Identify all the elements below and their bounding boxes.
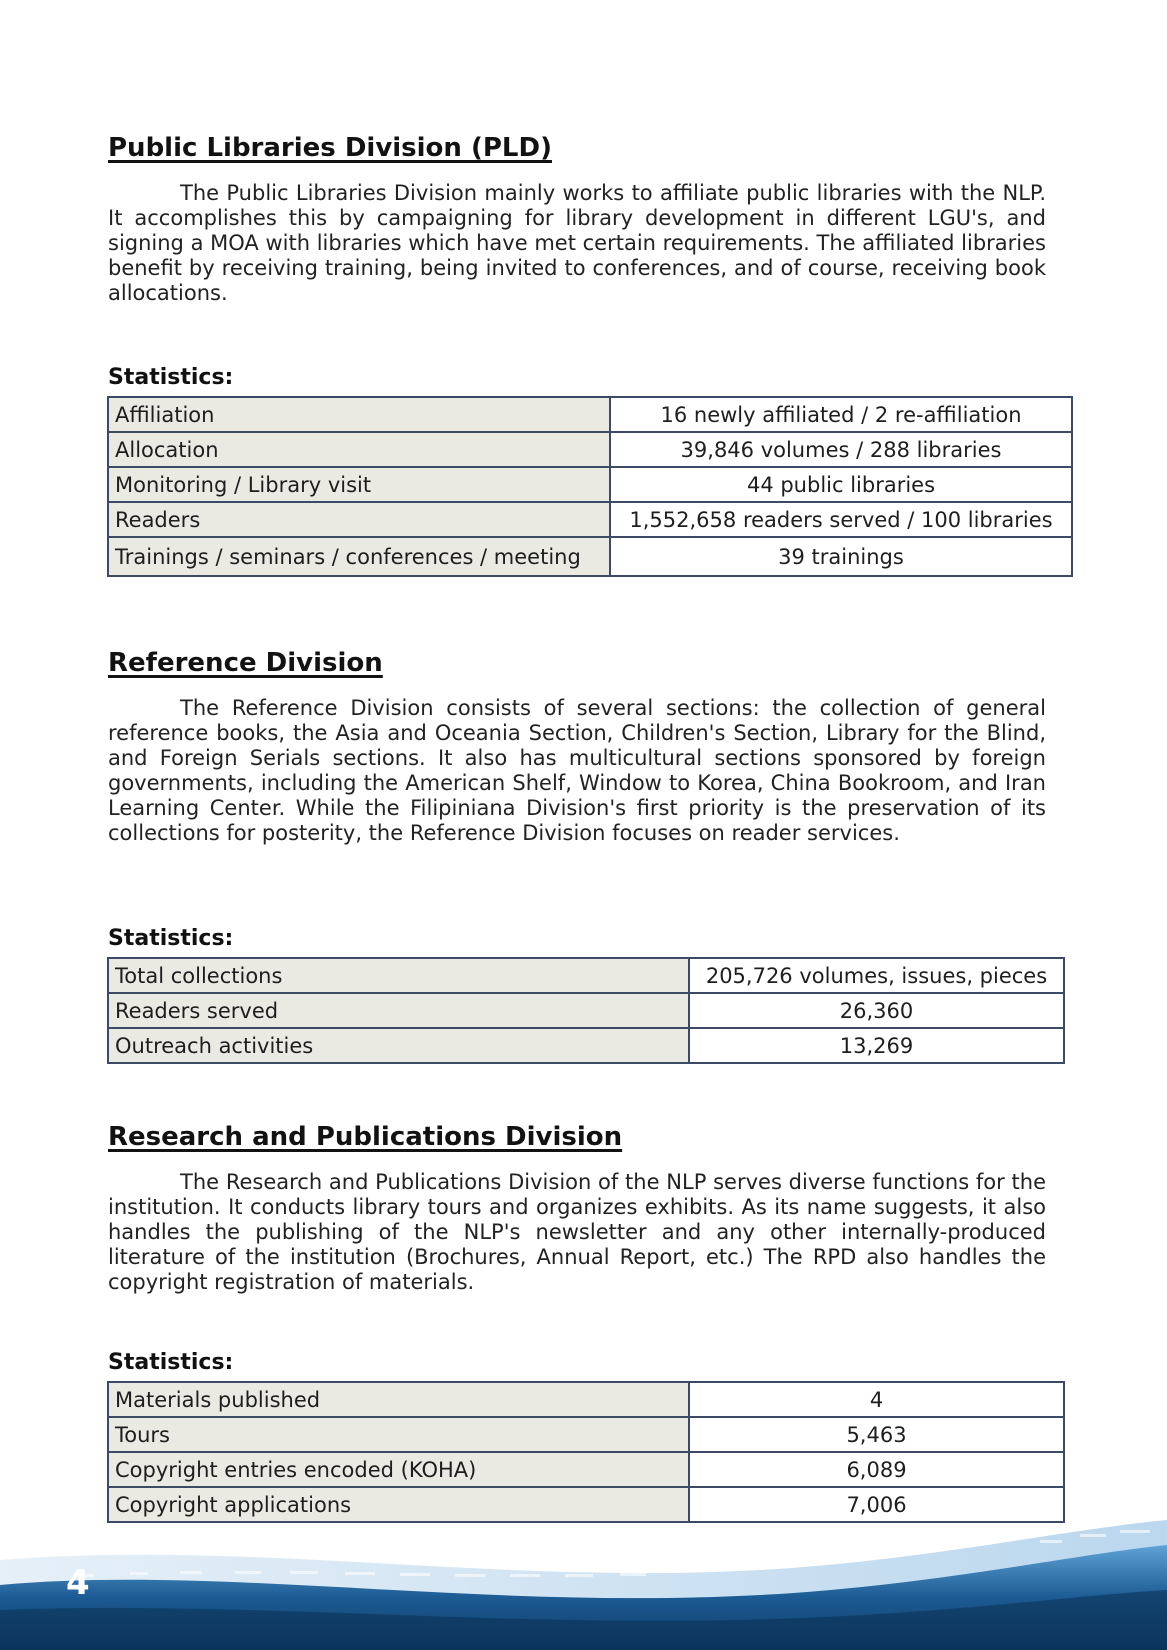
- row-value: 13,269: [689, 1028, 1064, 1063]
- table-row: [108, 993, 1064, 1028]
- row-value: 205,726 volumes, issues, pieces: [689, 958, 1064, 993]
- row-value: 1,552,658 readers served / 100 libraries: [610, 502, 1072, 537]
- reference-heading: Reference Division: [108, 648, 383, 678]
- table-row: [108, 1382, 1064, 1417]
- row-label: Copyright entries encoded (KOHA): [108, 1452, 689, 1487]
- row-label: Readers: [108, 502, 610, 537]
- row-value: 26,360: [689, 993, 1064, 1028]
- footer-wave-decoration: [0, 1500, 1167, 1650]
- pld-stats-label: Statistics:: [108, 365, 234, 390]
- reference-stats-label: Statistics:: [108, 926, 234, 951]
- row-label: Outreach activities: [108, 1028, 689, 1063]
- reference-stats-table: [107, 957, 1065, 1064]
- rpd-section: [108, 1122, 1046, 1295]
- table-row: [108, 397, 1072, 432]
- row-label: Monitoring / Library visit: [108, 467, 610, 502]
- row-value: 39 trainings: [610, 537, 1072, 576]
- pld-heading: Public Libraries Division (PLD): [108, 133, 552, 163]
- row-value: 6,089: [689, 1452, 1064, 1487]
- row-value: 44 public libraries: [610, 467, 1072, 502]
- row-label: Total collections: [108, 958, 689, 993]
- row-value: 7,006: [689, 1487, 1064, 1522]
- row-label: Affiliation: [108, 397, 610, 432]
- table-row: [108, 502, 1072, 537]
- reference-paragraph: The Reference Division consists of several sections: the collection of general reference books, the Asia and Oceania Section, Children's Section, Library for the Blind, and Foreign Serials sections. It also has multicultural sections sponsored by foreign governments, including the American Shelf, Window to Korea, China Bookroom, and Iran Learning Center. While the Filipiniana Division's first priority is the preservation of its collections for posterity, the Reference Division focuses on reader services.: [108, 696, 1046, 845]
- row-value: 16 newly affiliated / 2 re-affiliation: [610, 397, 1072, 432]
- table-row: [108, 1452, 1064, 1487]
- row-value: 4: [689, 1382, 1064, 1417]
- pld-section: [108, 133, 1046, 306]
- pld-paragraph: The Public Libraries Division mainly works to affiliate public libraries with the NLP. It accomplishes this by campaigning for library development in different LGU's, and signing a MOA with libraries which have met certain requirements. The affiliated libraries benefit by receiving training, being invited to conferences, and of course, receiving book allocations.: [108, 181, 1046, 305]
- row-label: Tours: [108, 1417, 689, 1452]
- reference-section: [108, 648, 1046, 846]
- table-row: [108, 1028, 1064, 1063]
- rpd-heading: Research and Publications Division: [108, 1122, 623, 1152]
- row-label: Allocation: [108, 432, 610, 467]
- rpd-paragraph: The Research and Publications Division of the NLP serves diverse functions for the institution. It conducts library tours and organizes exhibits. As its name suggests, it also handles the publishing of the NLP's newsletter and any other internally-produced literature of the institution (Brochures, Annual Report, etc.) The RPD also handles the copyright registration of materials.: [108, 1170, 1046, 1294]
- row-label: Copyright applications: [108, 1487, 689, 1522]
- row-value: 5,463: [689, 1417, 1064, 1452]
- table-row: [108, 1417, 1064, 1452]
- table-row: [108, 467, 1072, 502]
- row-label: Readers served: [108, 993, 689, 1028]
- row-label: Materials published: [108, 1382, 689, 1417]
- table-row: [108, 958, 1064, 993]
- table-row: [108, 432, 1072, 467]
- page-number: 4: [66, 1563, 90, 1603]
- table-row: [108, 537, 1072, 576]
- pld-stats-table: [107, 396, 1073, 577]
- rpd-stats-label: Statistics:: [108, 1350, 234, 1375]
- row-label: Trainings / seminars / conferences / meeting: [108, 537, 610, 576]
- row-value: 39,846 volumes / 288 libraries: [610, 432, 1072, 467]
